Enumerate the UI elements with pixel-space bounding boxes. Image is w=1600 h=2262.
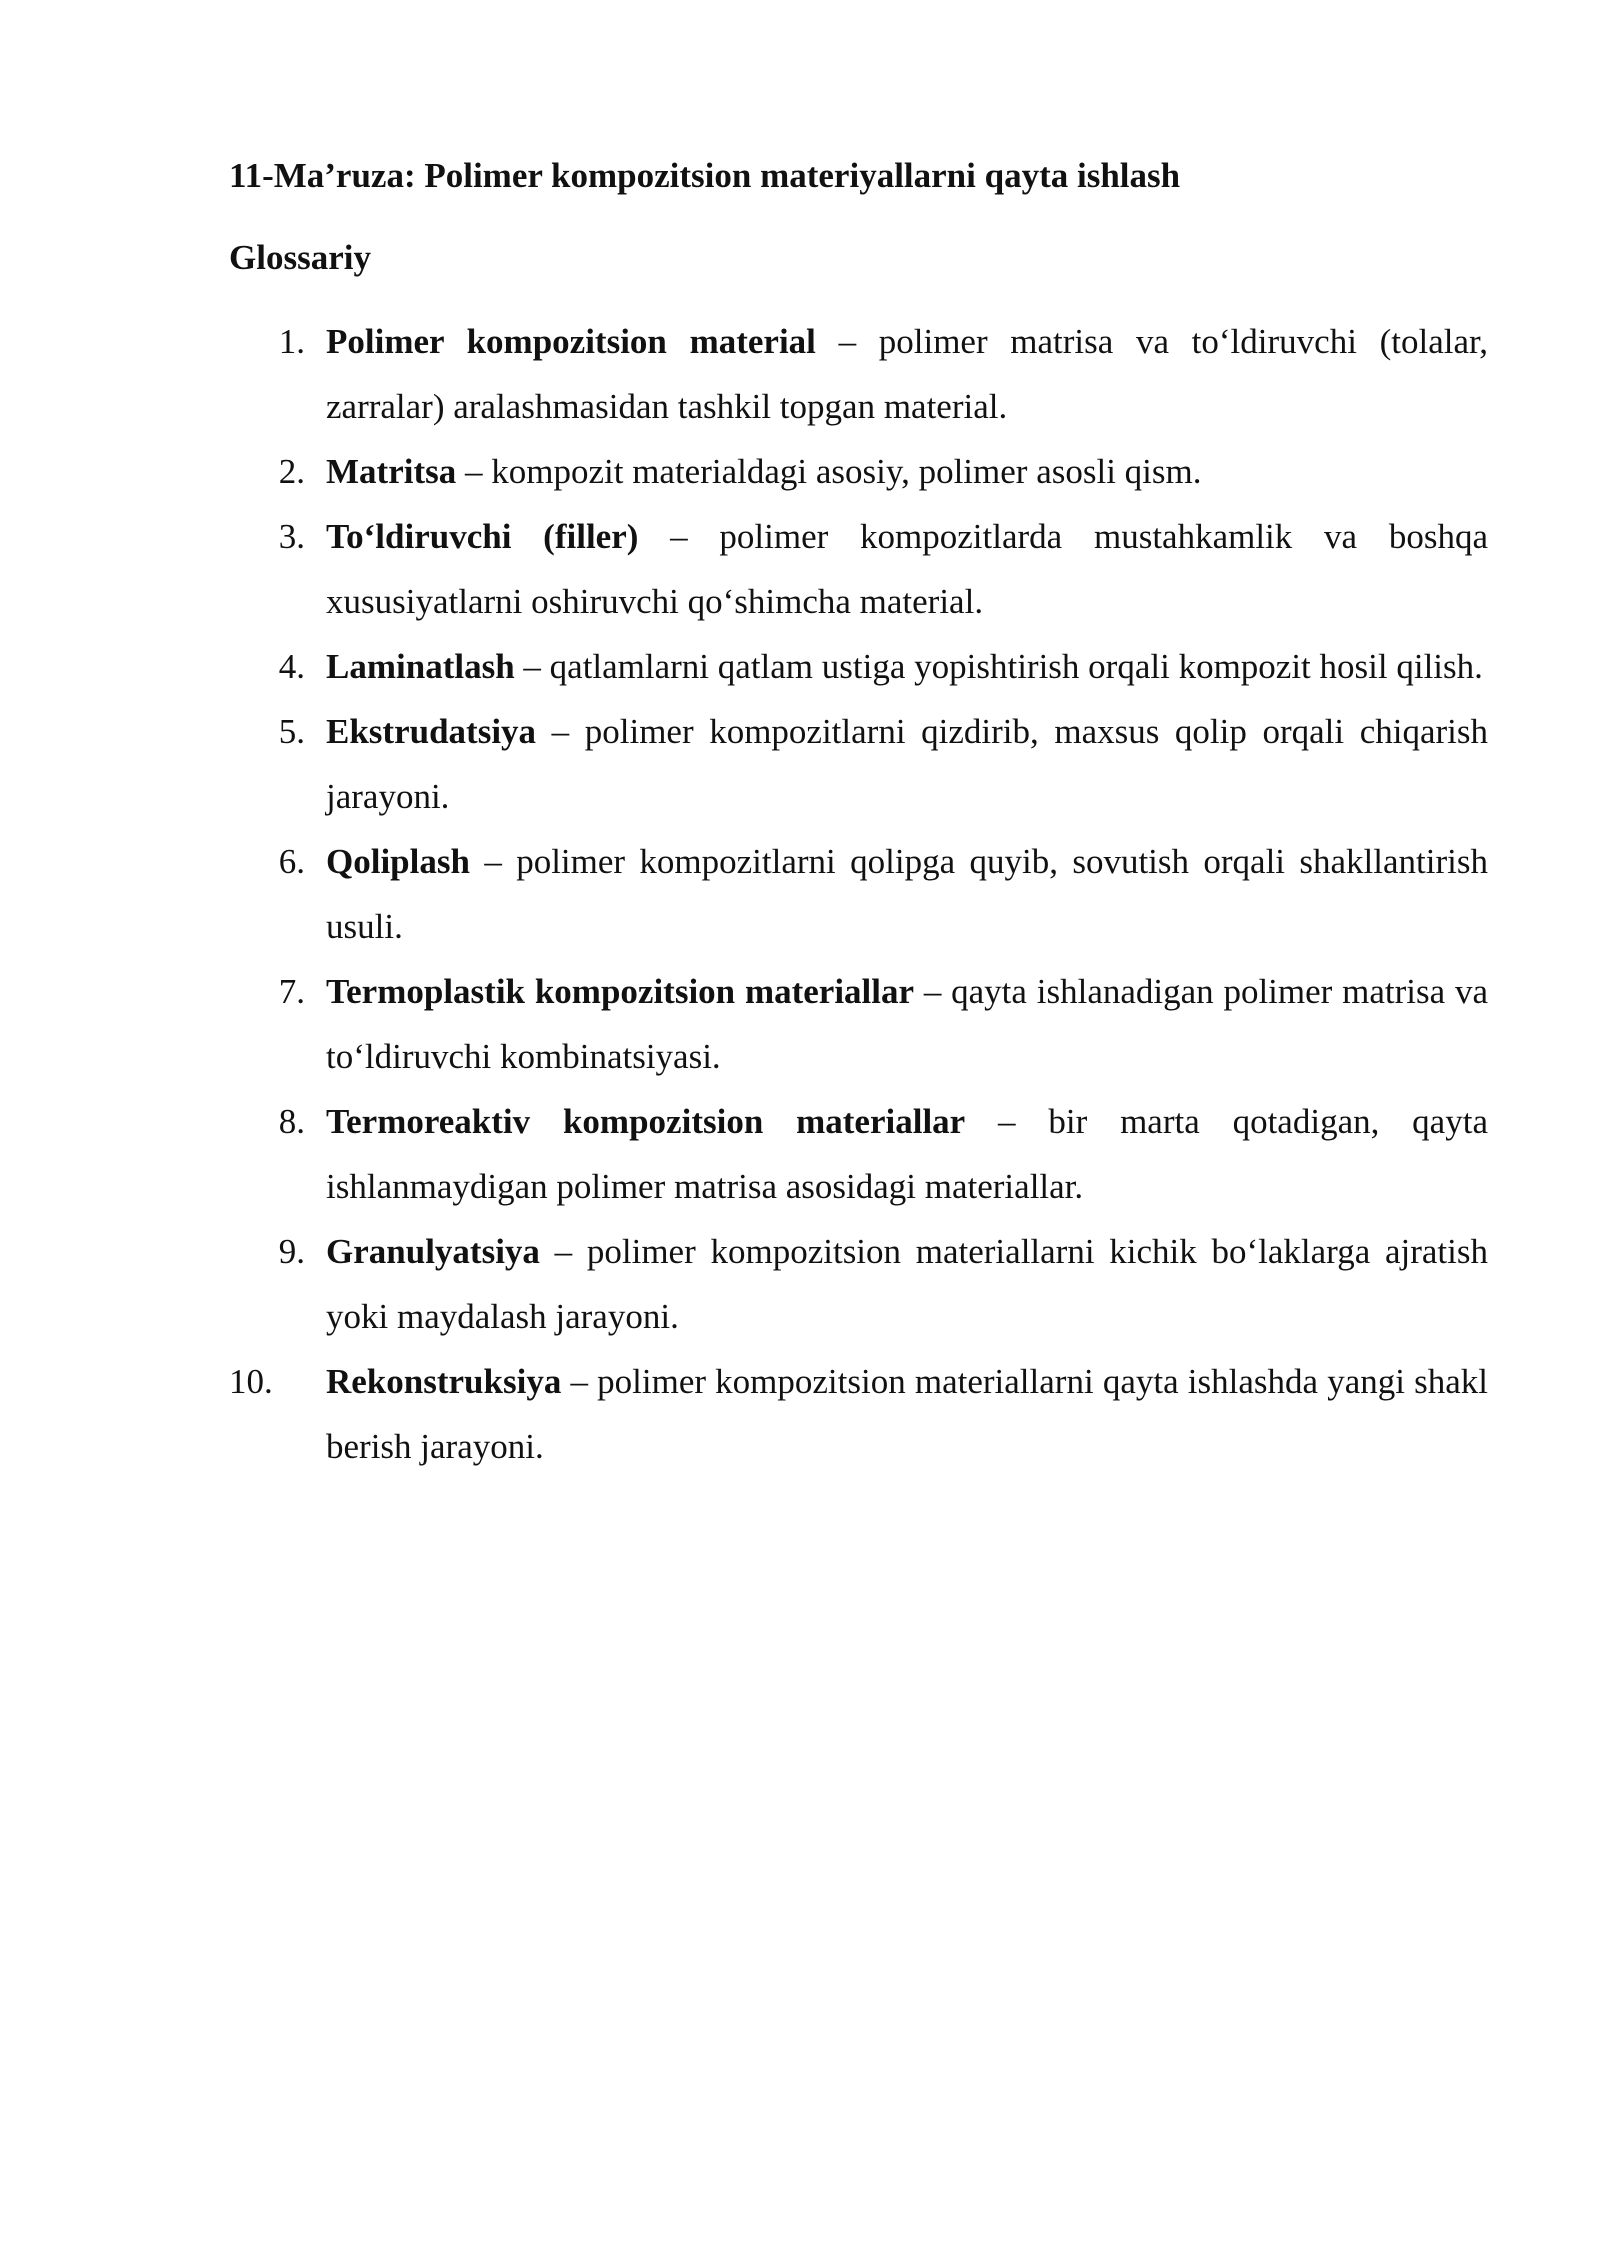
- glossary-term: To‘ldiruvchi (filler): [326, 517, 639, 556]
- glossary-item: [229, 959, 1488, 1089]
- glossary-term: Granulyatsiya: [326, 1232, 540, 1271]
- glossary-definition: – bir marta qotadigan, qayta ishlanmaydigan polimer matrisa asosidagi materiallar.: [326, 1102, 1488, 1206]
- glossary-term: Qoliplash: [326, 842, 470, 881]
- glossary-definition: – polimer kompozitlarni qizdirib, maxsus qolip orqali chiqarish jarayoni.: [326, 712, 1488, 816]
- glossary-term: Matritsa: [326, 452, 457, 491]
- glossary-definition: – polimer kompozitlarni qolipga quyib, sovutish orqali shakllantirish usuli.: [326, 842, 1488, 946]
- glossary-definition: – polimer kompozitsion materiallarni qayta ishlashda yangi shakl berish jarayoni.: [326, 1362, 1488, 1466]
- item-number: 5.: [278, 712, 305, 751]
- item-number: 1.: [278, 322, 305, 361]
- glossary-item: [229, 439, 1488, 504]
- item-number: 8.: [278, 1102, 305, 1141]
- item-number: 6.: [278, 842, 305, 881]
- glossary-term: Termoplastik kompozitsion materiallar: [326, 972, 915, 1011]
- document-title: 11-Ma’ruza: Polimer kompozitsion materiyallarni qayta ishlash: [229, 156, 1181, 195]
- item-number: 9.: [278, 1232, 305, 1271]
- glossary-definition: – polimer kompozitlarda mustahkamlik va boshqa xususiyatlarni oshiruvchi qo‘shimcha material.: [326, 517, 1488, 621]
- item-number: 2.: [278, 452, 305, 491]
- glossary-item: [229, 504, 1488, 634]
- glossary-item: [229, 1349, 1488, 1479]
- glossary-definition: – qayta ishlanadigan polimer matrisa va to‘ldiruvchi kombinatsiyasi.: [326, 972, 1488, 1076]
- item-number: 10.: [229, 1362, 273, 1401]
- glossary-term: Ekstrudatsiya: [326, 712, 537, 751]
- glossary-term: Laminatlash: [326, 647, 515, 686]
- item-number: 7.: [278, 972, 305, 1011]
- glossary-item: [229, 699, 1488, 829]
- glossary-term: Polimer kompozitsion material: [326, 322, 816, 361]
- glossary-item: [229, 1219, 1488, 1349]
- glossary-term: Rekonstruksiya: [326, 1362, 562, 1401]
- glossary-definition: – qatlamlarni qatlam ustiga yopishtirish orqali kompozit hosil qilish.: [514, 647, 1483, 686]
- glossary-definition: – polimer kompozitsion materiallarni kichik bo‘laklarga ajratish yoki maydalash jarayoni.: [326, 1232, 1488, 1336]
- section-heading-glossary: Glossariy: [229, 238, 371, 277]
- glossary-item: [229, 634, 1488, 699]
- glossary-item: [229, 1089, 1488, 1219]
- glossary-item: [229, 829, 1488, 959]
- glossary-definition: – polimer matrisa va to‘ldiruvchi (tolalar, zarralar) aralashmasidan tashkil topgan material.: [326, 322, 1488, 426]
- item-number: 3.: [278, 517, 305, 556]
- item-number: 4.: [278, 647, 305, 686]
- glossary-list: [229, 309, 1488, 1479]
- glossary-definition: – kompozit materialdagi asosiy, polimer asosli qism.: [456, 452, 1202, 491]
- glossary-item: [229, 309, 1488, 439]
- glossary-term: Termoreaktiv kompozitsion materiallar: [326, 1102, 966, 1141]
